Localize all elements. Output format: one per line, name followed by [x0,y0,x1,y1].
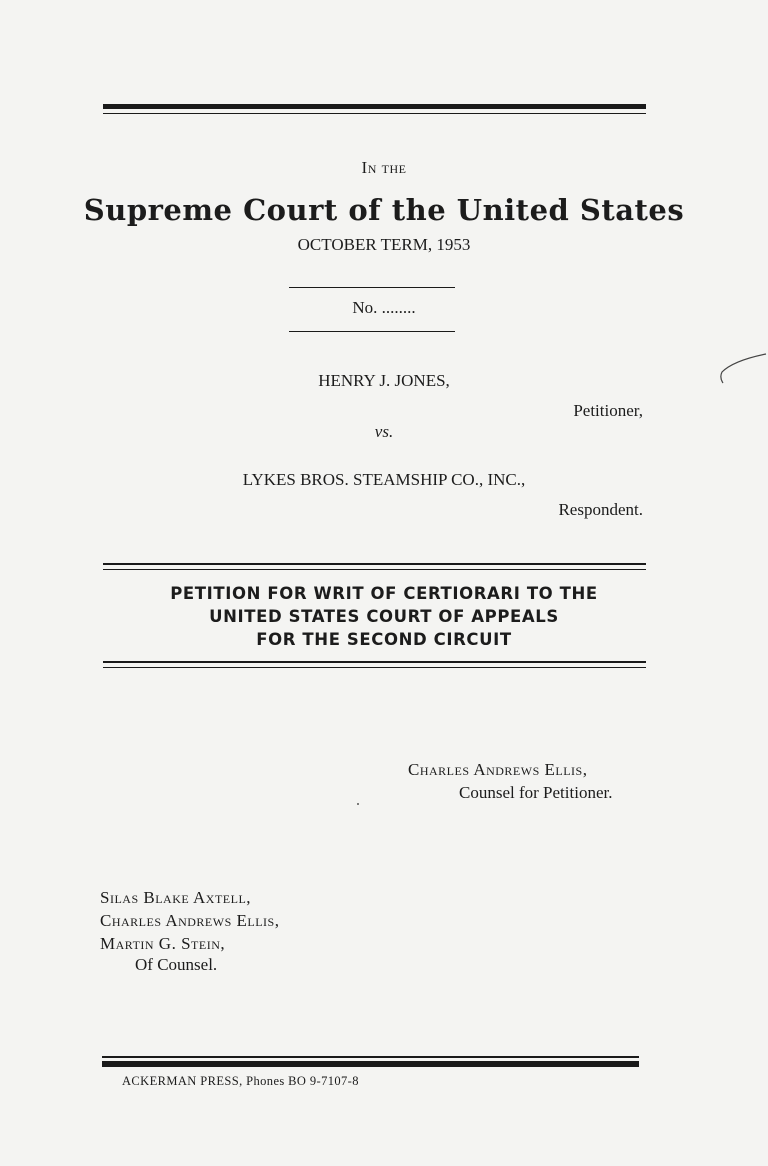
petitioner-name: HENRY J. JONES, [318,371,450,390]
respondent-name: LYKES BROS. STEAMSHIP CO., INC., [242,470,526,489]
of-counsel-list [100,886,279,955]
term-label: OCTOBER TERM, 1953 [297,235,471,254]
petition-top-rule-1 [103,563,646,565]
case-number: No. ........ [352,298,416,317]
of-counsel-name-2: Charles Andrews Ellis, [100,911,280,930]
bottom-thin-rule [102,1056,639,1058]
petition-title [0,582,768,651]
margin-pencil-mark [716,350,768,390]
of-counsel-name-1: Silas Blake Axtell, [100,888,252,907]
petitioner-role: Petitioner, [573,401,643,420]
number-bottom-rule [289,331,455,332]
number-top-rule [289,287,455,288]
versus-label: vs. [374,422,394,441]
of-counsel-label: Of Counsel. [135,955,218,974]
top-thick-rule [103,104,646,109]
respondent-role: Respondent. [558,500,643,519]
of-counsel-name-3: Martin G. Stein, [100,934,226,953]
counsel-name: Charles Andrews Ellis, [408,760,588,779]
petition-title-line-2: UNITED STATES COURT OF APPEALS [209,607,559,626]
petition-title-line-3: FOR THE SECOND CIRCUIT [256,630,512,649]
bottom-thick-rule [102,1061,639,1067]
in-the-heading: In the [361,158,407,177]
petition-title-line-1: PETITION FOR WRIT OF CERTIORARI TO THE [170,584,598,603]
speck-mark [357,803,359,805]
petition-bottom-rule-1 [103,661,646,663]
court-title: Supreme Court of the United States [83,193,685,227]
petition-bottom-rule-2 [103,667,646,668]
counsel-role: Counsel for Petitioner. [459,783,613,802]
top-thin-rule [103,113,646,114]
printer-imprint: ACKERMAN PRESS, Phones BO 9-7107-8 [122,1074,359,1088]
petition-top-rule-2 [103,569,646,570]
